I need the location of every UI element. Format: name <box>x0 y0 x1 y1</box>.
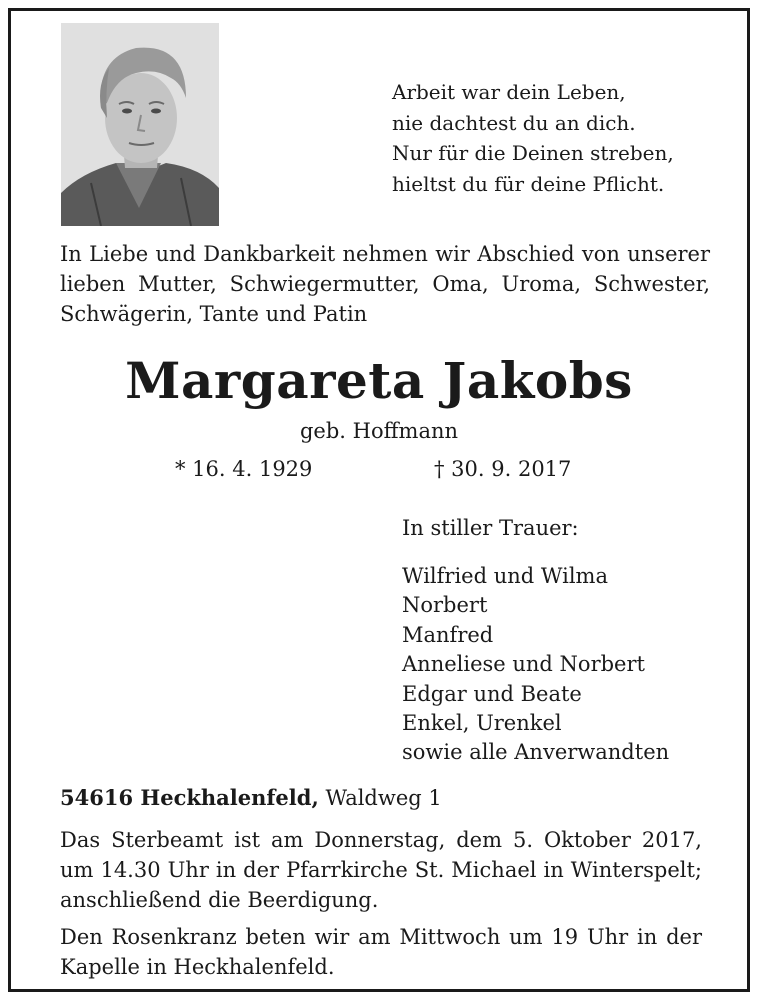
address <box>60 785 442 810</box>
mourner-item: Manfred <box>402 622 494 647</box>
service-text: Das Sterbeamt ist am Donnerstag, dem 5. Oktober 2017, um 14.30 Uhr in der Pfarrkirche St. Michael in Winterspelt; anschließend die Beerdigung. <box>60 828 702 912</box>
poem <box>392 77 674 199</box>
mourner-item: Anneliese und Norbert <box>402 652 645 677</box>
mourner-item: Enkel, Urenkel <box>402 711 562 736</box>
poem-line: hieltst du für deine Pflicht. <box>392 171 665 196</box>
mourner-item: Edgar und Beate <box>402 681 582 706</box>
mourner-item: Norbert <box>402 593 488 618</box>
poem-line: Nur für die Deinen streben, <box>392 141 674 165</box>
mourning-label: In stiller Trauer: <box>402 516 579 540</box>
maiden-name: geb. Hoffmann <box>299 419 459 443</box>
birth-date: * 16. 4. 1929 <box>175 457 313 481</box>
address-street: Waldweg 1 <box>318 786 442 810</box>
obituary-frame <box>8 8 750 992</box>
intro-text: In Liebe und Dankbarkeit nehmen wir Abschied von unserer lieben Mutter, Schwiegermutter, Oma, Uroma, Schwester, Schwägerin, Tante und Patin <box>60 242 710 326</box>
deceased-name: Margareta Jakobs <box>125 351 633 410</box>
address-place: 54616 Heckhalenfeld, <box>60 785 319 810</box>
mourners-list <box>402 562 669 768</box>
poem-line: Arbeit war dein Leben, <box>392 80 626 104</box>
rosary-text: Den Rosenkranz beten wir am Mittwoch um 19 Uhr in der Kapelle in Heckhalenfeld. <box>60 925 702 979</box>
death-date: † 30. 9. 2017 <box>434 457 572 481</box>
portrait-photo-icon <box>61 23 219 226</box>
poem-line: nie dachtest du an dich. <box>392 110 636 135</box>
mourner-item: Wilfried und Wilma <box>402 564 608 588</box>
mourner-item: sowie alle Anverwandten <box>402 740 670 765</box>
